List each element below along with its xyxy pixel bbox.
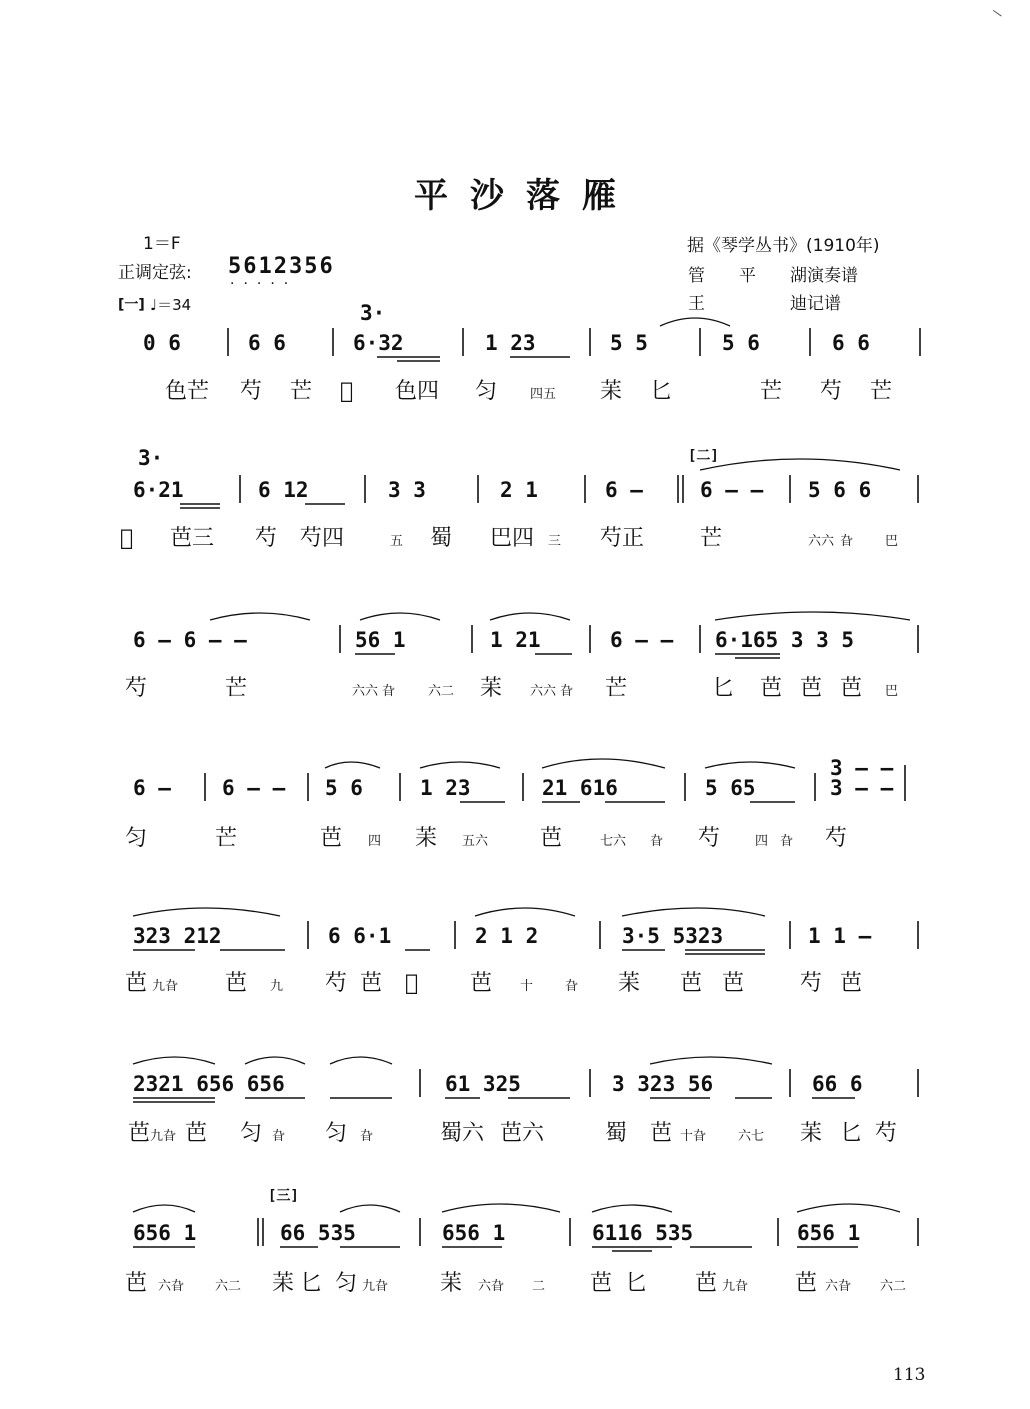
system-4 (125, 756, 905, 851)
tab-3: 芭 (185, 1121, 208, 1146)
slur (245, 1057, 305, 1064)
tab-3: 芭 (225, 971, 248, 996)
tab-5: 芍 (325, 971, 348, 996)
tab-8: 蜀六 (440, 1121, 485, 1146)
system-5 (125, 908, 918, 996)
piece-title: 平沙落雁 (414, 176, 638, 216)
system-4-measure-4: 1 23 (420, 776, 471, 800)
system-5-measure-3: 2 1 2 (475, 924, 539, 948)
slur (360, 613, 440, 620)
tab-12: 旮 (780, 834, 794, 849)
system-7-measure-3: 656 1 (442, 1221, 506, 1245)
system-2 (120, 446, 918, 551)
system-2-measure-4: 2 1 (500, 478, 538, 502)
system-7-measure-1: 656 1 (133, 1221, 197, 1245)
tab-3: 六六 (352, 684, 379, 699)
tab-4: 九 (270, 979, 284, 994)
tab-12: 十旮 (680, 1129, 707, 1144)
tab-12: 芭 (680, 971, 703, 996)
system-4-measure-1: 6 — (133, 776, 171, 800)
tab-10: 芍 (698, 826, 721, 851)
tab-9: 芒 (605, 676, 628, 701)
slur (442, 1204, 560, 1212)
slur (705, 762, 795, 768)
slur (210, 613, 310, 620)
system-4-measure-7a: 3 — — (830, 756, 894, 780)
system-1-measure-7: 6 6 (832, 331, 870, 355)
tab-11: 芭 (760, 676, 783, 701)
tab-1: 芭 (128, 1121, 151, 1146)
tab-10: 芒 (760, 379, 783, 404)
tab-7: 巴四 (490, 526, 535, 551)
tab-2: 九旮 (152, 979, 179, 994)
tab-4: 四 (368, 834, 382, 849)
section-mark-1: [一] (118, 297, 145, 313)
tab-11: 苿 (618, 971, 641, 996)
tab-6: 匀 (475, 379, 498, 404)
octave-note: 3· (360, 301, 386, 325)
slur (133, 908, 280, 916)
tab-9: 芭六 (500, 1121, 545, 1146)
slur (133, 1205, 195, 1212)
tab-6: 匀 (335, 1271, 358, 1296)
tab-1: 芍 (125, 676, 148, 701)
tab-7: 𡉣 (405, 971, 419, 996)
tab-1: 芭 (125, 1271, 148, 1296)
tab-11: 六六 (808, 534, 835, 549)
slur (700, 459, 900, 470)
tab-14: 芍 (800, 971, 823, 996)
performer-note: 管 平 湖演奏谱 (688, 266, 858, 286)
tab-3: 六二 (215, 1279, 242, 1294)
octave-note: 3· (138, 446, 164, 470)
tab-2: 九旮 (150, 1129, 177, 1144)
system-4-measure-6: 5 65 (705, 776, 756, 800)
tab-15: 芭 (795, 1271, 818, 1296)
slur (340, 1205, 400, 1212)
section-mark-2: [二] (688, 448, 719, 464)
system-4-measure-3: 5 6 (325, 776, 363, 800)
system-1-measure-5: 5 5 (610, 331, 648, 355)
system-5-measure-4: 3·5 5323 (622, 924, 724, 948)
tab-3: 芍 (255, 526, 278, 551)
system-4-measure-7b: 3 — — (830, 776, 894, 800)
system-1-measure-2: 6 6 (248, 331, 286, 355)
source-note: 据《琴学丛书》(1910年) (687, 236, 880, 256)
tab-2: 芭三 (170, 526, 215, 551)
tab-7: 九旮 (362, 1279, 389, 1294)
tab-12: 芒 (870, 379, 893, 404)
tab-5: 五 (390, 534, 404, 549)
system-2-measure-5: 6 — (605, 478, 643, 502)
slur (715, 612, 910, 620)
slur (542, 759, 665, 768)
system-4-measure-5: 21 616 (542, 776, 618, 800)
tab-11: 四 (755, 834, 769, 849)
slur (420, 762, 500, 768)
tab-11: 芭 (650, 1121, 673, 1146)
tab-12: 旮 (840, 534, 854, 549)
tab-13: 六七 (738, 1129, 765, 1144)
tab-7: 六六 (530, 684, 557, 699)
tab-1: 𡉣 (120, 526, 134, 551)
tab-10: 旮 (565, 979, 579, 994)
system-3-measure-4: 6 — — (610, 628, 674, 652)
tab-3: 芭 (320, 826, 343, 851)
system-7-measure-2: 66 535 (280, 1221, 356, 1245)
system-3-measure-1: 6 — 6 — — (133, 628, 247, 652)
tab-1: 色芒 (165, 379, 210, 404)
tab-4: 旮 (382, 684, 396, 699)
section-mark-3: [三] (268, 1188, 299, 1204)
tab-5: 六二 (428, 684, 455, 699)
system-2-measure-2: 6 12 (258, 478, 309, 502)
system-5-measure-5: 1 1 — (808, 924, 872, 948)
tab-11: 芭 (590, 1271, 613, 1296)
tab-6: 苿 (480, 676, 503, 701)
tab-4: 𡉣 (340, 379, 354, 404)
tab-8: 苿 (600, 379, 623, 404)
tuning-label: 正调定弦: (118, 263, 192, 283)
system-6-measure-3: 3 323 56 (612, 1072, 714, 1096)
tuning-notes: 5612356 (228, 254, 335, 279)
slur (325, 762, 380, 768)
slur (133, 1057, 215, 1064)
system-6-measure-2: 61 325 (445, 1072, 521, 1096)
tempo-mark: ♩＝34 (150, 296, 192, 314)
tab-5: 苿 (415, 826, 438, 851)
tab-14: 苿 (800, 1121, 823, 1146)
slur (490, 613, 570, 620)
tab-9: 六旮 (478, 1279, 505, 1294)
tab-1: 匀 (125, 826, 148, 851)
system-1-barlines (228, 328, 920, 361)
system-3-measure-5: 6·165 3 3 5 (715, 628, 855, 652)
tab-12: 匕 (625, 1271, 648, 1296)
tab-2: 芍 (240, 379, 263, 404)
system-2-measure-1: 6·21 (133, 478, 184, 502)
system-7 (125, 1188, 918, 1296)
tab-1: 芭 (125, 971, 148, 996)
tab-13: 芍 (825, 826, 848, 851)
system-2-measure-7: 5 6 6 (808, 478, 872, 502)
slur (650, 1057, 772, 1064)
tab-17: 六二 (880, 1279, 907, 1294)
tab-9: 芍正 (600, 526, 645, 551)
transcriber-note: 王 迪记谱 (688, 294, 841, 314)
system-6-measure-4: 66 6 (812, 1072, 863, 1096)
system-2-measure-6: 6 — — (700, 478, 764, 502)
tab-5: 旮 (272, 1129, 286, 1144)
tab-12: 芭 (800, 676, 823, 701)
system-1-measure-1: 0 6 (143, 331, 181, 355)
tab-2: 芒 (215, 826, 238, 851)
tab-10: 二 (532, 1279, 546, 1294)
system-1-measure-6: 5 6 (722, 331, 760, 355)
system-7-measure-4: 6116 535 (592, 1221, 694, 1245)
tab-4: 芍四 (300, 526, 345, 551)
tab-5: 色四 (395, 379, 440, 404)
tab-9: 旮 (650, 834, 664, 849)
tab-8: 芭 (470, 971, 493, 996)
tab-15: 芭 (840, 971, 863, 996)
tab-3: 芒 (290, 379, 313, 404)
system-5-measure-2: 6 6·1 (328, 924, 392, 948)
tab-8: 旮 (560, 684, 574, 699)
system-6-measure-1: 2321 656 656 (133, 1072, 285, 1096)
tab-10: 芒 (700, 526, 723, 551)
tab-14: 九旮 (722, 1279, 749, 1294)
key-signature: 1＝F (143, 234, 181, 254)
tab-15: 匕 (840, 1121, 863, 1146)
tab-8: 七六 (600, 834, 627, 849)
tab-4: 苿 (272, 1271, 295, 1296)
slur (592, 1205, 672, 1212)
system-3 (125, 612, 918, 701)
tab-13: 巴 (885, 534, 899, 549)
tab-10: 匕 (712, 676, 735, 701)
slur (622, 908, 765, 916)
system-7-measure-5: 656 1 (797, 1221, 861, 1245)
system-4-measure-2: 6 — — (222, 776, 286, 800)
tab-13: 芭 (695, 1271, 718, 1296)
tab-7: 旮 (360, 1129, 374, 1144)
slur (797, 1204, 900, 1212)
tab-2: 六旮 (158, 1279, 185, 1294)
system-2-measure-3: 3 3 (388, 478, 426, 502)
tab-6: 芭 (360, 971, 383, 996)
tab-16: 芍 (875, 1121, 898, 1146)
slur (330, 1057, 392, 1064)
tab-7: 芭 (540, 826, 563, 851)
tab-6: 蜀 (430, 526, 453, 551)
system-3-measure-3: 1 21 (490, 628, 541, 652)
tab-4: 匀 (240, 1121, 263, 1146)
tab-13: 芭 (840, 676, 863, 701)
tab-5: 匕 (300, 1271, 323, 1296)
tab-16: 六旮 (825, 1279, 852, 1294)
tab-10: 蜀 (605, 1121, 628, 1146)
tab-9: 匕 (650, 379, 673, 404)
system-1-measure-3: 6·32 (353, 331, 404, 355)
tab-8: 苿 (440, 1271, 463, 1296)
slur (475, 908, 575, 916)
system-3-measure-2: 56 1 (355, 628, 406, 652)
tab-11: 芍 (820, 379, 843, 404)
slur (660, 318, 730, 326)
tab-8: 三 (548, 534, 562, 549)
tab-9: 十 (520, 979, 534, 994)
system-6 (128, 1057, 918, 1146)
system-1 (143, 301, 920, 404)
tab-2: 芒 (225, 676, 248, 701)
tab-14: 巴 (885, 684, 899, 699)
tab-13: 芭 (722, 971, 745, 996)
system-1-measure-4: 1 23 (485, 331, 536, 355)
tab-7: 四五 (530, 387, 557, 402)
system-5-measure-1: 323 212 (133, 924, 222, 948)
page-number: 113 (893, 1365, 926, 1385)
tuning-low-dots: ····· (230, 276, 298, 292)
tab-6: 五六 (462, 834, 489, 849)
tab-6: 匀 (325, 1121, 348, 1146)
